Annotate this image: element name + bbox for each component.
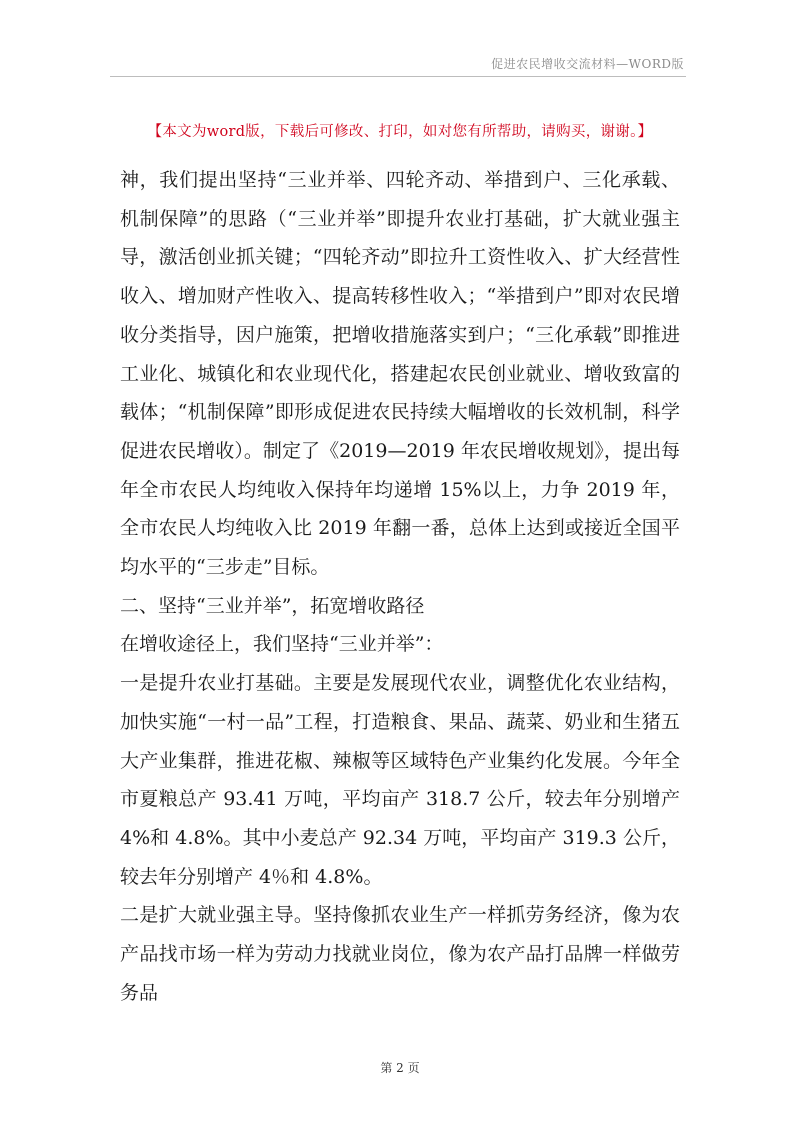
header-title: 促进农民增收交流材料—WORD版 [491,57,684,71]
header-divider [110,76,686,77]
paragraph-agriculture: 一是提升农业打基础。主要是发展现代农业，调整优化农业结构，加快实施“一村一品”工程，打造粮食、果品、蔬菜、奶业和生猪五大产业集群，推进花椒、辣椒等区域特色产业集约化发展。今年全市夏粮总产 93.41 万吨，平均亩产 318.7 公斤，较去年分别增产 4%和 4.8%。其中小麦总产 92.34 万吨，平均亩产 319.3 公斤，较去年分别增产 4％和 4.8%。 [120,672,680,888]
paragraph-strategy: 神，我们提出坚持“三业并举、四轮齐动、举措到户、三化承载、机制保障”的思路（“三业并举”即提升农业打基础，扩大就业强主导，激活创业抓关键；“四轮齐动”即拉升工资性收入、扩大经营性收入、增加财产性收入、提高转移性收入；“举措到户”即对农民增收分类指导，因户施策，把增收措施落实到户；“三化承载”即推进工业化、城镇化和农业现代化，搭建起农民创业就业、增收致富的载体；“机制保障”即形成促进农民持续大幅增收的长效机制，科学促进农民增收）。制定了《2019—2019 年农民增收规划》，提出每年全市农民人均纯收入保持年均递增 15%以上，力争 2019 年，全市农民人均纯收入比 2019 年翻一番，总体上达到或接近全国平均水平的“三步走”目标。 [120,169,680,579]
download-notice: 【本文为word版，下载后可修改、打印，如对您有所帮助，请购买，谢谢。】 [147,124,653,140]
document-header [0,55,684,72]
paragraph-employment: 二是扩大就业强主导。坚持像抓农业生产一样抓劳务经济，像为农产品找市场一样为劳动力找就业岗位，像为农产品打品牌一样做劳务品 [120,904,680,1004]
section-heading-two: 二、坚持“三业并举”，拓宽增收路径 [120,594,425,617]
paragraph-intro-three-industries: 在增收途径上，我们坚持“三业并举”： [120,633,444,656]
document-body [120,161,680,1012]
page-number: 第 2 页 [380,1061,420,1075]
